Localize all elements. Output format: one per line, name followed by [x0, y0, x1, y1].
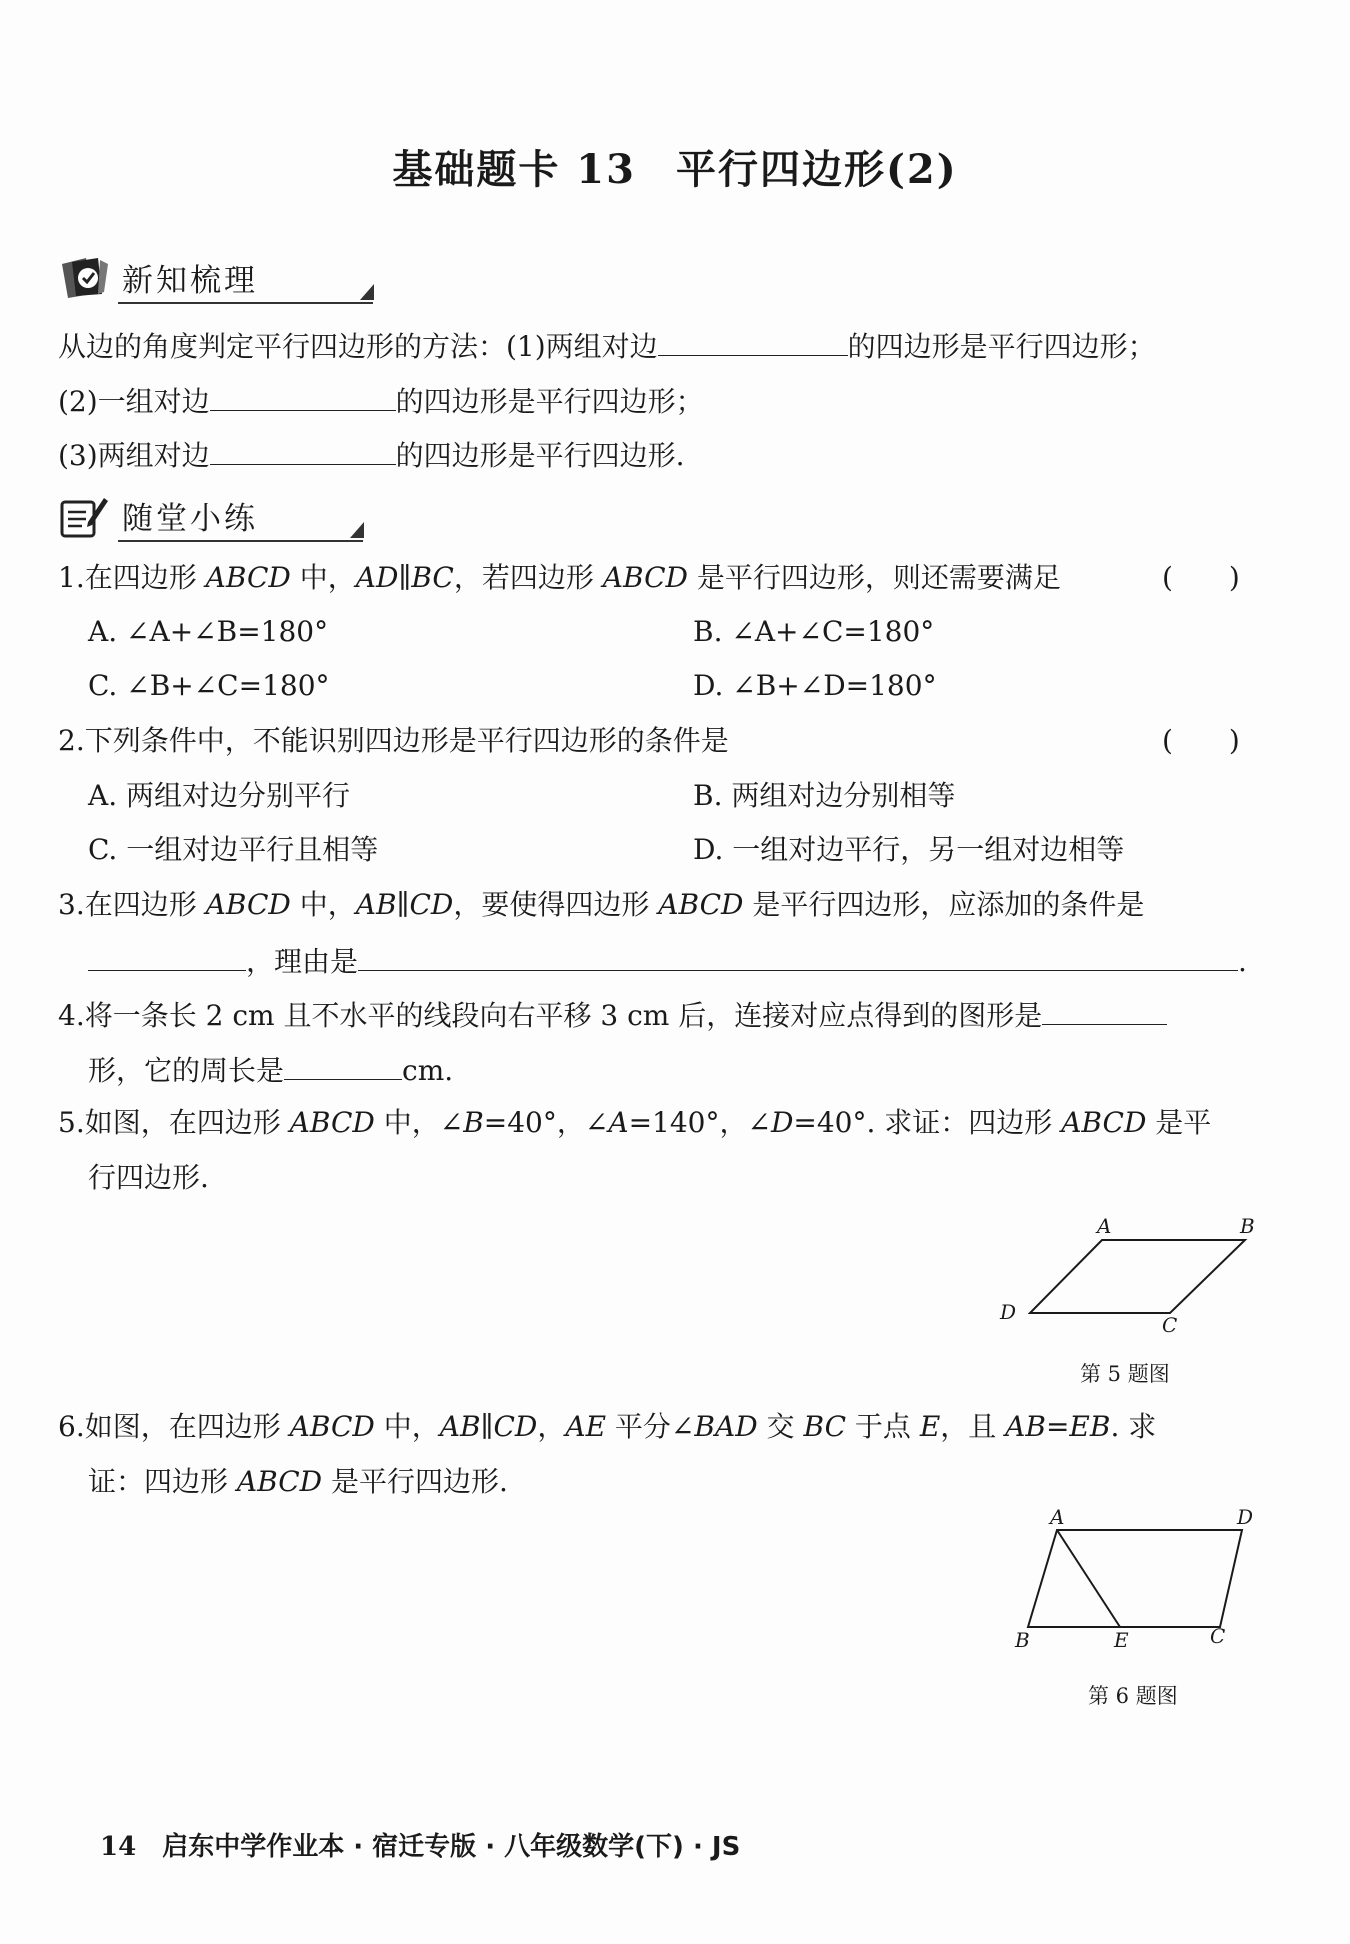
question-5-line-2: 行四边形.	[88, 1161, 209, 1194]
intro-line-2	[58, 380, 704, 422]
math-var: ABCD	[1061, 1106, 1147, 1139]
answer-blank[interactable]	[358, 940, 1238, 971]
math-var: ABCD	[205, 888, 291, 921]
question-text: 下列条件中，不能识别四边形是平行四边形的条件是	[84, 724, 729, 757]
parallelogram-shape	[1030, 1240, 1245, 1313]
question-text: ，要使得四边形	[453, 888, 659, 921]
vertex-label-b: B	[1240, 1215, 1255, 1238]
question-text: 交	[757, 1410, 804, 1443]
vertex-label-c: C	[1162, 1313, 1178, 1335]
question-text: 中，	[290, 561, 356, 594]
vertex-label-c: C	[1210, 1624, 1226, 1648]
question-text: 中，	[374, 1410, 440, 1443]
question-text: 如图，在四边形	[84, 1410, 290, 1443]
question-text: 如图，在四边形	[84, 1106, 290, 1139]
answer-parentheses[interactable]: ( )	[1162, 561, 1240, 594]
question-text: ，若四边形	[453, 561, 603, 594]
page-title	[0, 138, 1350, 195]
question-text: .	[1238, 945, 1247, 978]
question-text: 中，∠	[374, 1106, 464, 1139]
question-text: ，理由是	[246, 945, 359, 978]
math-var: BAD	[694, 1410, 758, 1443]
parallelogram-shape	[1028, 1530, 1242, 1627]
question-text: 中，	[290, 888, 356, 921]
vertex-label-e: E	[1114, 1628, 1129, 1652]
question-text: 在四边形	[84, 888, 206, 921]
intro-text: 的四边形是平行四边形.	[395, 439, 685, 472]
math-var: ABCD	[289, 1106, 375, 1139]
question-text: 证：四边形	[88, 1465, 237, 1498]
question-text: ，	[537, 1410, 566, 1443]
section-corner-mark	[360, 284, 374, 300]
question-4	[58, 994, 1167, 1036]
option-c[interactable]: C. 一组对边平行且相等	[88, 833, 379, 866]
question-text: 于点	[846, 1410, 920, 1443]
vertex-label-a: A	[1097, 1215, 1112, 1238]
math-var: AB=EB	[1005, 1410, 1111, 1443]
answer-blank[interactable]	[210, 434, 396, 465]
answer-parentheses[interactable]: ( )	[1162, 724, 1240, 757]
vertex-label-a: A	[1050, 1505, 1065, 1529]
question-text: 是平行四边形，则还需要满足	[687, 561, 1061, 594]
question-text: =40°，∠	[483, 1106, 609, 1139]
question-number: 1.	[58, 561, 85, 594]
section-underline	[118, 302, 373, 304]
math-var: ABCD	[602, 561, 688, 594]
math-var: E	[919, 1410, 941, 1443]
math-var: AE	[565, 1410, 607, 1443]
math-var: AB∥CD	[355, 888, 454, 921]
figure-5-parallelogram	[990, 1215, 1260, 1335]
option-b[interactable]: B. ∠A+∠C=180°	[693, 615, 935, 648]
question-4-line-2	[88, 1049, 453, 1091]
intro-text: (3)两组对边	[58, 439, 210, 472]
math-var: BC	[803, 1410, 846, 1443]
option-d[interactable]: D. 一组对边平行，另一组对边相等	[693, 833, 1125, 866]
question-number: 5.	[58, 1106, 85, 1139]
question-number: 2.	[58, 724, 85, 757]
question-text: =140°，∠	[628, 1106, 771, 1139]
question-text: 形，它的周长是	[88, 1054, 285, 1087]
book-title: 启东中学作业本 · 宿迁专版 · 八年级数学(下) · JS	[162, 1832, 741, 1862]
question-number: 3.	[58, 888, 85, 921]
intro-line-1	[58, 325, 1156, 367]
question-text: . 求	[1110, 1410, 1157, 1443]
math-var: B	[463, 1106, 484, 1139]
answer-blank[interactable]	[1042, 994, 1167, 1025]
question-text: cm.	[402, 1054, 454, 1087]
answer-blank[interactable]	[210, 380, 396, 411]
vertex-label-d: D	[1000, 1300, 1017, 1324]
figure-5-caption: 第 5 题图	[1080, 1362, 1170, 1386]
math-var: AD∥BC	[355, 561, 454, 594]
vertex-label-d: D	[1237, 1505, 1254, 1529]
math-var: AB∥CD	[439, 1410, 538, 1443]
answer-blank[interactable]	[284, 1049, 402, 1080]
knowledge-card-icon	[58, 254, 110, 300]
section-title: 随堂小练	[122, 500, 258, 537]
vertex-label-b: B	[1015, 1628, 1030, 1652]
math-var: ABCD	[236, 1465, 323, 1498]
section-header-practice	[58, 490, 318, 540]
question-text: 在四边形	[84, 561, 206, 594]
question-2	[58, 721, 729, 761]
math-var: A	[608, 1106, 629, 1139]
page-footer	[100, 1826, 740, 1863]
bisector-ae	[1057, 1530, 1120, 1627]
option-b[interactable]: B. 两组对边分别相等	[693, 779, 956, 812]
title-card-number: 基础题卡 13	[392, 146, 636, 193]
figure-6-parallelogram	[1005, 1505, 1275, 1665]
option-a[interactable]: A. ∠A+∠B=180°	[88, 615, 329, 648]
intro-line-3	[58, 434, 685, 476]
question-text: 平分∠	[606, 1410, 695, 1443]
section-corner-mark	[350, 522, 364, 538]
intro-text: 的四边形是平行四边形；	[395, 385, 704, 418]
question-text: 是平	[1146, 1106, 1212, 1139]
section-header-new-knowledge	[58, 252, 328, 302]
option-d[interactable]: D. ∠B+∠D=180°	[693, 669, 937, 702]
question-text: 是平行四边形.	[322, 1465, 508, 1498]
question-6	[58, 1407, 1156, 1447]
question-3-line-2	[88, 940, 1247, 982]
question-3	[58, 885, 1144, 925]
question-5	[58, 1103, 1211, 1143]
figure-6-caption: 第 6 题图	[1088, 1684, 1178, 1708]
page-number: 14	[100, 1832, 137, 1862]
notebook-pen-icon	[58, 492, 110, 538]
question-text: =40°. 求证：四边形	[793, 1106, 1062, 1139]
math-var: ABCD	[289, 1410, 375, 1443]
intro-text: 从边的角度判定平行四边形的方法：(1)两组对边	[58, 330, 658, 363]
question-text: ，且	[940, 1410, 1006, 1443]
title-topic: 平行四边形(2)	[675, 146, 958, 193]
answer-blank[interactable]	[88, 940, 246, 971]
intro-text: 的四边形是平行四边形；	[847, 330, 1156, 363]
option-a[interactable]: A. 两组对边分别平行	[88, 779, 351, 812]
section-underline	[118, 540, 363, 542]
question-1	[58, 558, 1061, 598]
math-var: ABCD	[658, 888, 744, 921]
math-var: ABCD	[205, 561, 291, 594]
section-title: 新知梳理	[122, 262, 258, 299]
math-var: D	[770, 1106, 794, 1139]
intro-text: (2)一组对边	[58, 385, 210, 418]
question-text: 将一条长 2 cm 且不水平的线段向右平移 3 cm 后，连接对应点得到的图形是	[84, 999, 1043, 1032]
answer-blank[interactable]	[658, 325, 848, 356]
question-text: 是平行四边形，应添加的条件是	[743, 888, 1145, 921]
option-c[interactable]: C. ∠B+∠C=180°	[88, 669, 330, 702]
question-6-line-2	[88, 1462, 508, 1502]
question-number: 6.	[58, 1410, 85, 1443]
question-number: 4.	[58, 999, 85, 1032]
